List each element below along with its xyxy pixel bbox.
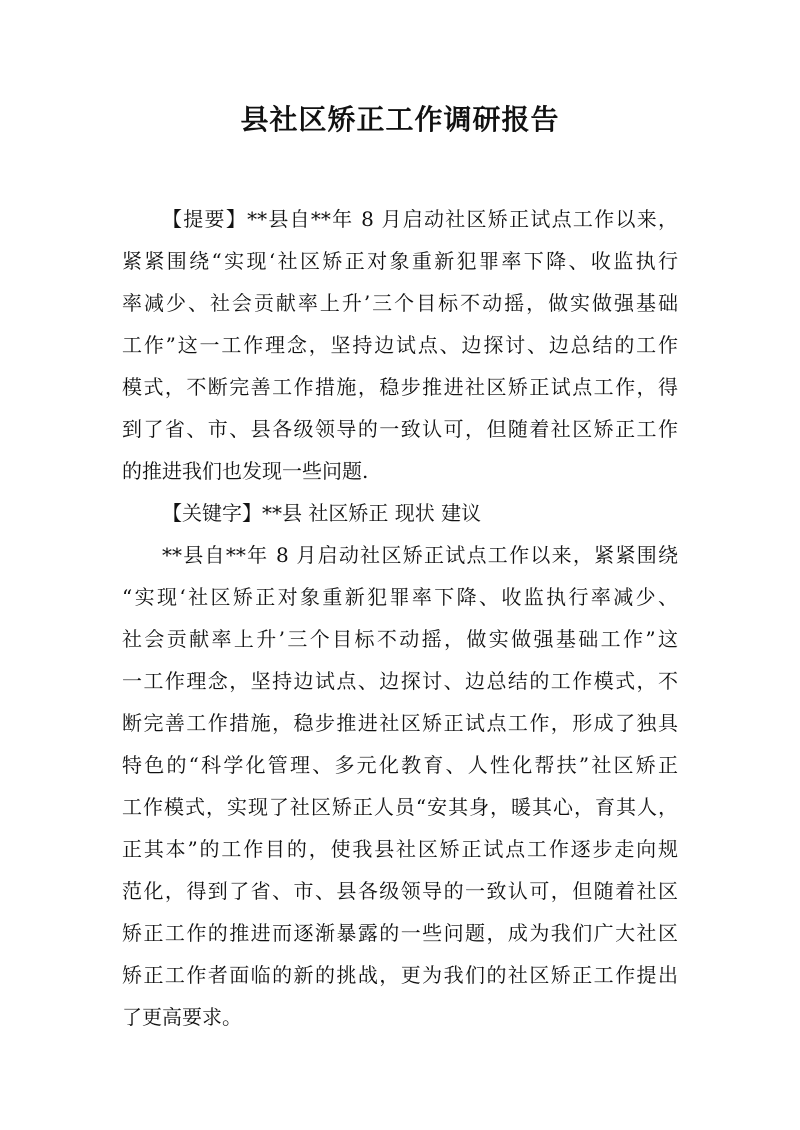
keywords-line: 【关键字】**县 社区矫正 现状 建议	[162, 501, 482, 525]
body-line: 工作模式，实现了社区矫正人员“安其身，暖其心，育其人，	[122, 795, 678, 819]
body-line: 社会贡献率上升’三个目标不动摇，做实做强基础工作”这	[122, 627, 678, 651]
abstract-line: 的推进我们也发现一些问题.	[122, 459, 369, 483]
body-line: 范化，得到了省、市、县各级领导的一致认可，但随着社区	[122, 879, 678, 903]
body-line: 断完善工作措施，稳步推进社区矫正试点工作，形成了独具	[122, 711, 678, 735]
body-line: 矫正工作者面临的新的挑战，更为我们的社区矫正工作提出	[122, 963, 678, 987]
abstract-line: 【提要】**县自**年 8 月启动社区矫正试点工作以来，	[162, 207, 678, 231]
abstract-line: 模式，不断完善工作措施，稳步推进社区矫正试点工作，得	[122, 375, 678, 399]
body-line: 了更高要求。	[122, 1005, 242, 1029]
abstract-line: 紧紧围绕“实现‘社区矫正对象重新犯罪率下降、收监执行	[122, 249, 678, 273]
abstract-line: 工作”这一工作理念，坚持边试点、边探讨、边总结的工作	[122, 333, 678, 357]
page-title: 县社区矫正工作调研报告	[240, 103, 560, 136]
body-line: 矫正工作的推进而逐渐暴露的一些问题，成为我们广大社区	[122, 921, 678, 945]
abstract-line: 率减少、社会贡献率上升’三个目标不动摇，做实做强基础	[122, 291, 678, 315]
body-line: **县自**年 8 月启动社区矫正试点工作以来，紧紧围绕	[162, 543, 678, 567]
abstract-line: 到了省、市、县各级领导的一致认可，但随着社区矫正工作	[122, 417, 678, 441]
body-line: 一工作理念，坚持边试点、边探讨、边总结的工作模式，不	[122, 669, 678, 693]
body-line: “实现‘社区矫正对象重新犯罪率下降、收监执行率减少、	[122, 585, 678, 609]
body-line: 正其本”的工作目的，使我县社区矫正试点工作逐步走向规	[122, 837, 678, 861]
body-line: 特色的“科学化管理、多元化教育、人性化帮扶”社区矫正	[122, 753, 678, 777]
